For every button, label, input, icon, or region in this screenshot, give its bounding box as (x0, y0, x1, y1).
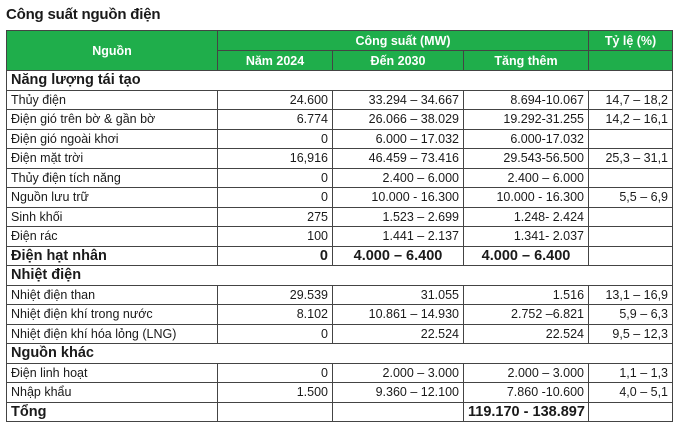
cell-increase: 2.000 – 3.000 (464, 363, 589, 383)
table-row (7, 383, 673, 403)
row-name: Nhiệt điện khí hóa lỏng (LNG) (7, 324, 218, 344)
row-name: Thủy điện (7, 90, 218, 110)
table-row (7, 110, 673, 130)
row-name: Tổng (7, 402, 218, 422)
cell-ratio (589, 207, 673, 227)
table-row (7, 246, 673, 266)
header-to-2030: Đến 2030 (333, 51, 464, 71)
row-name: Sinh khối (7, 207, 218, 227)
header-capacity: Công suất (MW) (218, 31, 589, 51)
cell-to-2030: 2.400 – 6.000 (333, 168, 464, 188)
table-row (7, 285, 673, 305)
cell-ratio: 5,5 – 6,9 (589, 188, 673, 208)
cell-ratio: 4,0 – 5,1 (589, 383, 673, 403)
cell-year-2024: 0 (218, 168, 333, 188)
cell-ratio: 14,2 – 16,1 (589, 110, 673, 130)
table-row (7, 324, 673, 344)
cell-increase: 1.248- 2.424 (464, 207, 589, 227)
table-body (7, 71, 673, 422)
cell-increase: 119.170 - 138.897 (464, 402, 589, 422)
table-row (7, 149, 673, 169)
table-row (7, 207, 673, 227)
cell-increase: 22.524 (464, 324, 589, 344)
cell-increase: 6.000-17.032 (464, 129, 589, 149)
cell-to-2030: 31.055 (333, 285, 464, 305)
row-name: Điện hạt nhân (7, 246, 218, 266)
header-ratio-blank (589, 51, 673, 71)
row-name: Điện gió ngoài khơi (7, 129, 218, 149)
cell-to-2030: 26.066 – 38.029 (333, 110, 464, 130)
capacity-table (6, 30, 673, 422)
cell-ratio: 25,3 – 31,1 (589, 149, 673, 169)
cell-year-2024: 0 (218, 129, 333, 149)
cell-ratio: 5,9 – 6,3 (589, 305, 673, 325)
cell-increase: 1.341- 2.037 (464, 227, 589, 247)
row-name: Nhiệt điện than (7, 285, 218, 305)
cell-year-2024: 0 (218, 188, 333, 208)
table-row (7, 168, 673, 188)
header-year-2024: Năm 2024 (218, 51, 333, 71)
cell-year-2024: 100 (218, 227, 333, 247)
cell-to-2030: 1.523 – 2.699 (333, 207, 464, 227)
table-row (7, 305, 673, 325)
cell-increase: 8.694-10.067 (464, 90, 589, 110)
cell-increase: 19.292-31.255 (464, 110, 589, 130)
cell-year-2024: 0 (218, 363, 333, 383)
cell-year-2024: 29.539 (218, 285, 333, 305)
table-row (7, 363, 673, 383)
cell-to-2030: 9.360 – 12.100 (333, 383, 464, 403)
row-name: Điện gió trên bờ & gần bờ (7, 110, 218, 130)
cell-year-2024: 0 (218, 246, 333, 266)
header-increase: Tăng thêm (464, 51, 589, 71)
total-row (7, 402, 673, 422)
table-row (7, 90, 673, 110)
cell-to-2030: 33.294 – 34.667 (333, 90, 464, 110)
cell-year-2024: 0 (218, 324, 333, 344)
cell-increase: 7.860 -10.600 (464, 383, 589, 403)
cell-ratio (589, 227, 673, 247)
cell-to-2030: 10.000 - 16.300 (333, 188, 464, 208)
row-name: Điện rác (7, 227, 218, 247)
cell-year-2024: 16,916 (218, 149, 333, 169)
row-name: Thủy điện tích năng (7, 168, 218, 188)
section-title: Nguồn khác (7, 344, 673, 364)
cell-ratio (589, 129, 673, 149)
cell-increase: 1.516 (464, 285, 589, 305)
row-name: Nhập khẩu (7, 383, 218, 403)
cell-ratio: 13,1 – 16,9 (589, 285, 673, 305)
cell-increase: 29.543-56.500 (464, 149, 589, 169)
cell-year-2024: 275 (218, 207, 333, 227)
table-row (7, 129, 673, 149)
cell-to-2030: 2.000 – 3.000 (333, 363, 464, 383)
cell-year-2024: 6.774 (218, 110, 333, 130)
table-row (7, 227, 673, 247)
table-row (7, 188, 673, 208)
cell-to-2030: 22.524 (333, 324, 464, 344)
cell-increase: 2.752 –6.821 (464, 305, 589, 325)
section-title: Nhiệt điện (7, 266, 673, 286)
row-name: Nguồn lưu trữ (7, 188, 218, 208)
row-name: Điện mặt trời (7, 149, 218, 169)
cell-year-2024 (218, 402, 333, 422)
cell-year-2024: 24.600 (218, 90, 333, 110)
header-source: Nguồn (7, 31, 218, 71)
section-row (7, 266, 673, 286)
cell-ratio (589, 168, 673, 188)
section-title: Năng lượng tái tạo (7, 71, 673, 91)
cell-to-2030: 6.000 – 17.032 (333, 129, 464, 149)
cell-to-2030 (333, 402, 464, 422)
cell-increase: 2.400 – 6.000 (464, 168, 589, 188)
row-name: Nhiệt điện khí trong nước (7, 305, 218, 325)
cell-increase: 4.000 – 6.400 (464, 246, 589, 266)
header-ratio: Tỷ lệ (%) (589, 31, 673, 51)
cell-ratio: 1,1 – 1,3 (589, 363, 673, 383)
cell-to-2030: 10.861 – 14.930 (333, 305, 464, 325)
cell-year-2024: 1.500 (218, 383, 333, 403)
cell-to-2030: 4.000 – 6.400 (333, 246, 464, 266)
cell-increase: 10.000 - 16.300 (464, 188, 589, 208)
cell-ratio: 9,5 – 12,3 (589, 324, 673, 344)
section-row (7, 71, 673, 91)
cell-ratio (589, 402, 673, 422)
page-title: Công suất nguồn điện (6, 6, 161, 23)
row-name: Điện linh hoạt (7, 363, 218, 383)
cell-to-2030: 46.459 – 73.416 (333, 149, 464, 169)
cell-to-2030: 1.441 – 2.137 (333, 227, 464, 247)
cell-ratio (589, 246, 673, 266)
cell-year-2024: 8.102 (218, 305, 333, 325)
cell-ratio: 14,7 – 18,2 (589, 90, 673, 110)
section-row (7, 344, 673, 364)
